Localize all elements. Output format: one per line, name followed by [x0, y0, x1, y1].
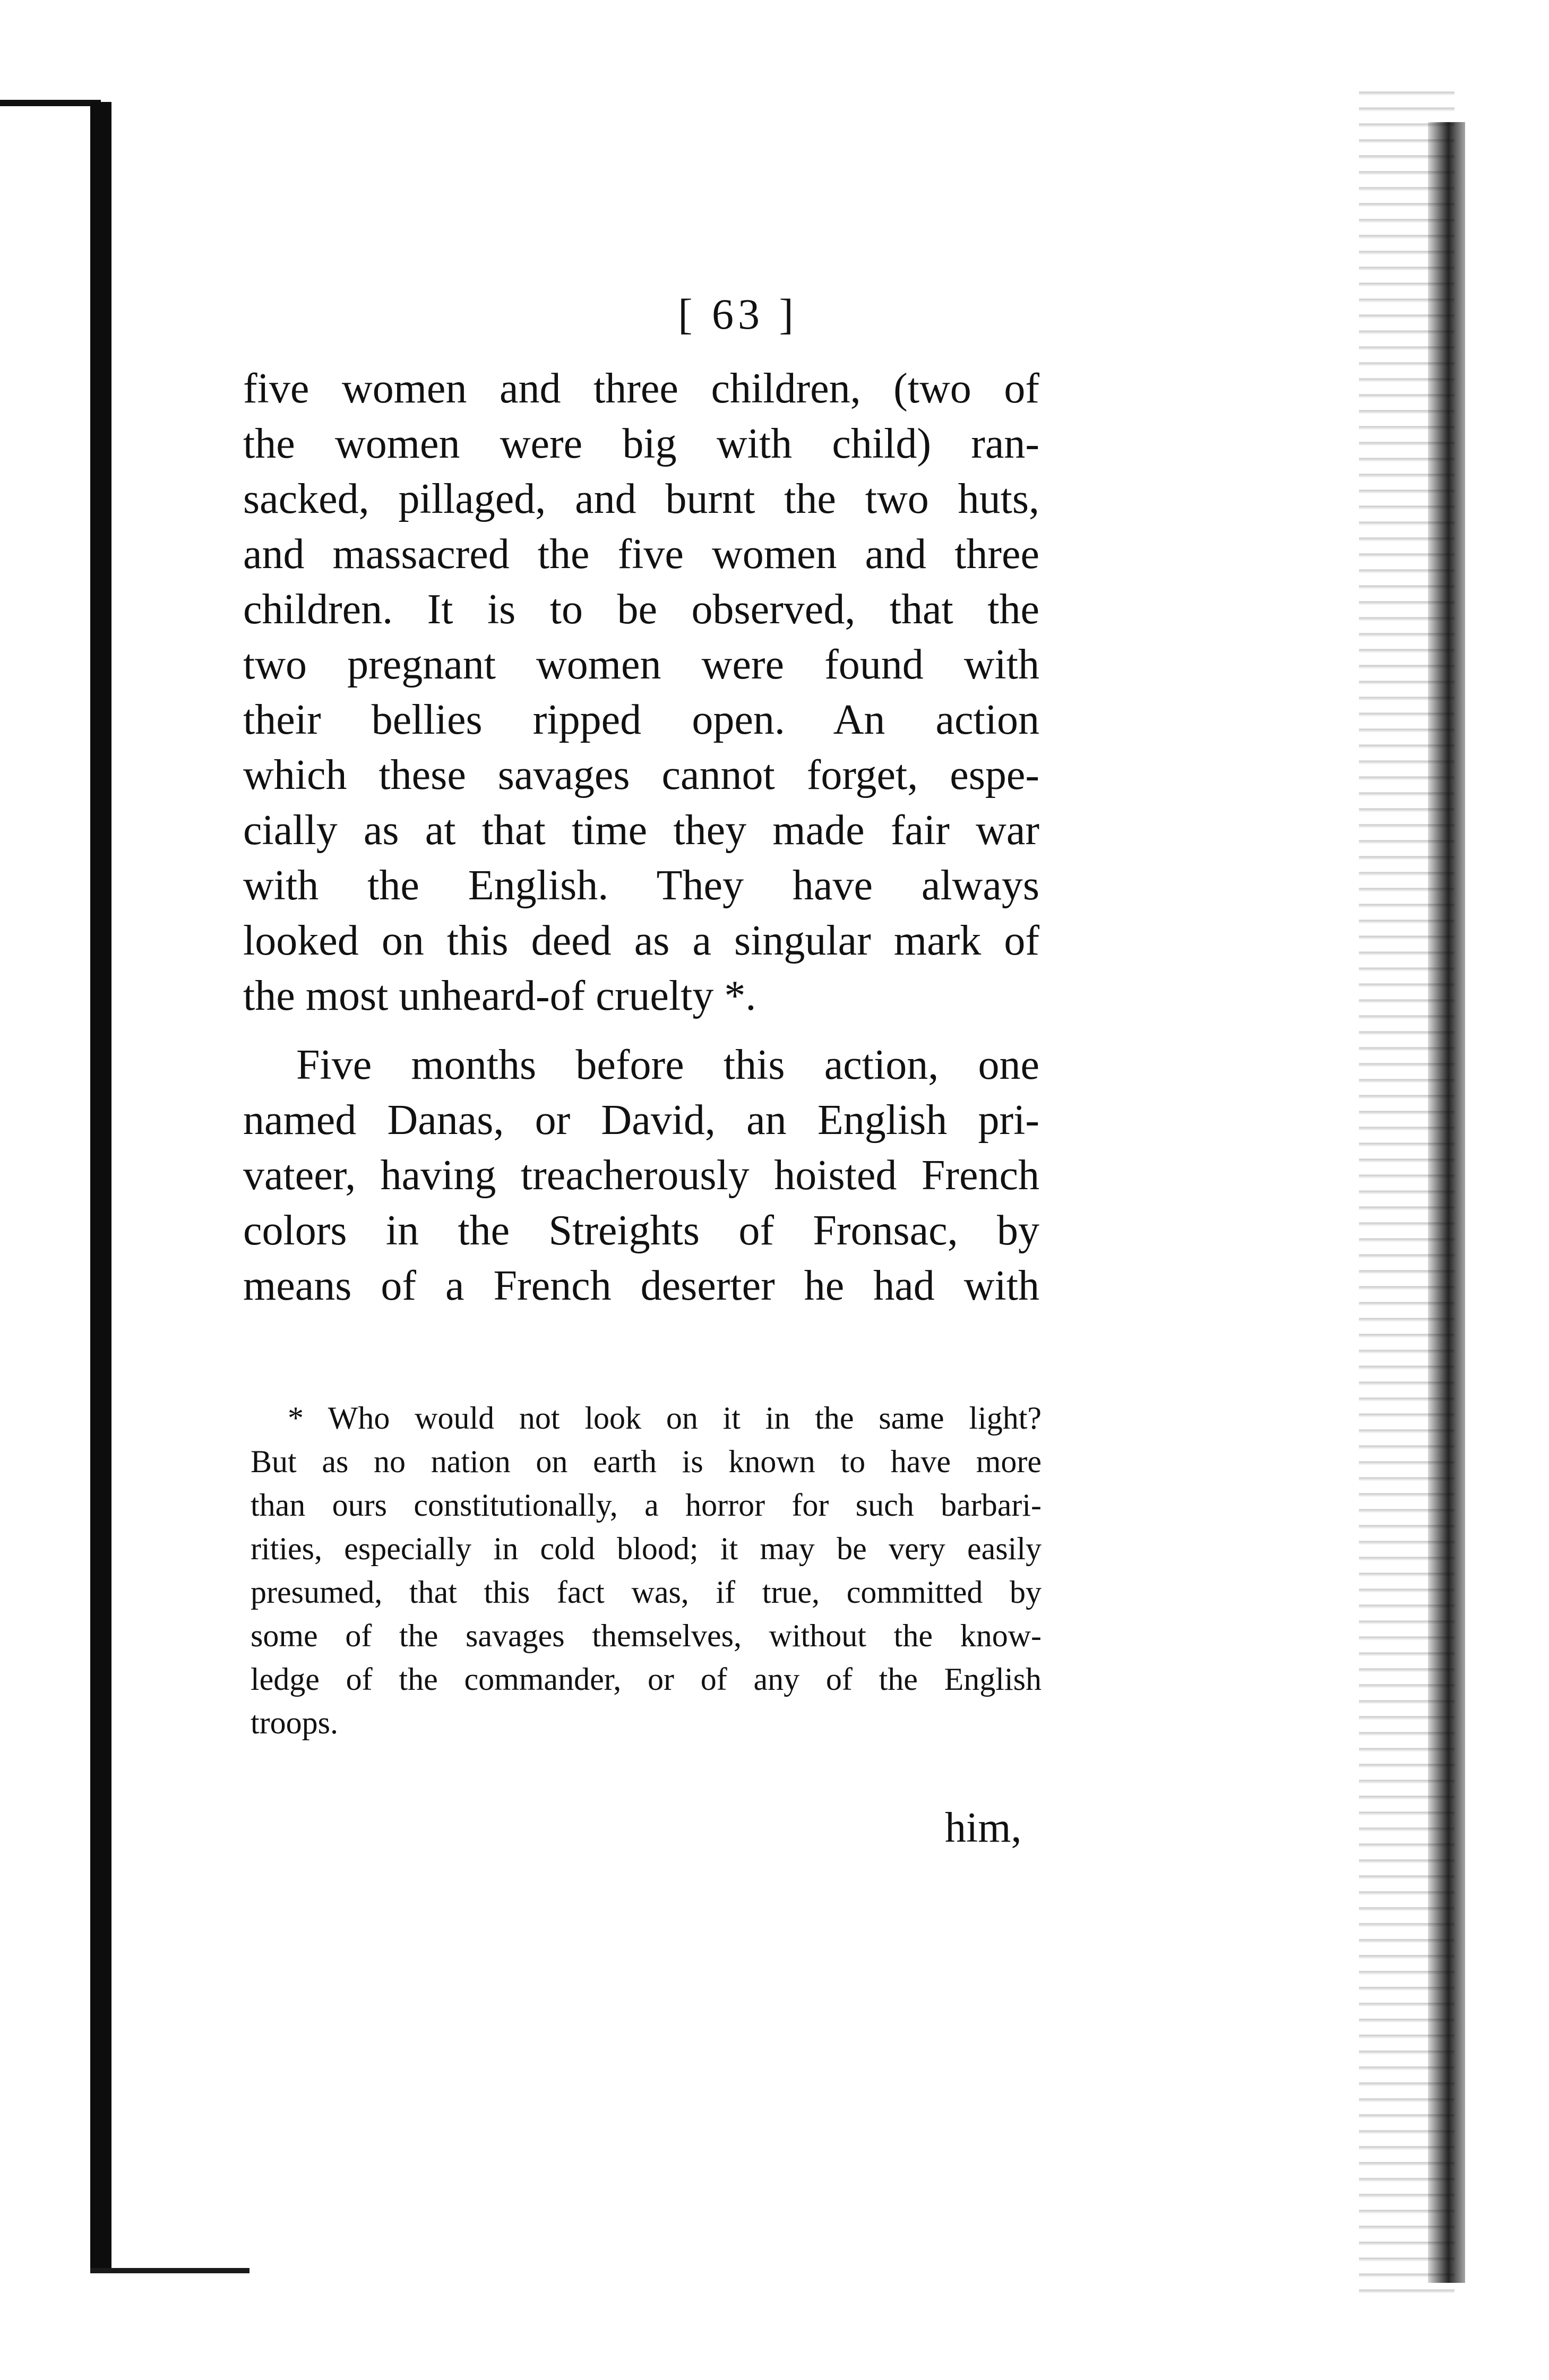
catchword: him,: [945, 1805, 1022, 1851]
text-line: and massacred the five women and three: [243, 531, 1039, 578]
page-number-row: [0, 289, 1221, 339]
main-text: [243, 361, 1039, 1313]
paragraph-gap: [243, 1024, 1039, 1037]
footnote-line: than ours constitutionally, a horror for such barbari-: [251, 1488, 1042, 1523]
footnote-line: troops.: [251, 1705, 338, 1740]
text-line: means of a French deserter he had with: [243, 1262, 1039, 1309]
footnote-line: * Who would not look on it in the same light?: [288, 1400, 1042, 1436]
binding-edge-bottom: [90, 2268, 249, 2273]
footnote-line: some of the savages themselves, without the know-: [251, 1618, 1042, 1653]
scan-edge-shadow: [1428, 122, 1465, 2283]
text-line: the most unheard-of cruelty *.: [243, 973, 756, 1019]
text-line: looked on this deed as a singular mark of: [243, 917, 1039, 964]
binding-edge-top: [0, 100, 101, 106]
text-line: with the English. They have always: [243, 862, 1039, 909]
footnote-line: ledge of the commander, or of any of the English: [251, 1662, 1042, 1697]
footnote-line: But as no nation on earth is known to have more: [251, 1444, 1042, 1479]
binding-edge: [90, 102, 111, 2273]
footnote-line: presumed, that this fact was, if true, committed by: [251, 1575, 1042, 1610]
text-line: cially as at that time they made fair war: [243, 807, 1039, 854]
text-line: children. It is to be observed, that the: [243, 586, 1039, 633]
text-line: five women and three children, (two of: [243, 365, 1039, 412]
text-line: two pregnant women were found with: [243, 641, 1039, 688]
text-line: which these savages cannot forget, espe-: [243, 752, 1039, 798]
footnote-line: rities, especially in cold blood; it may be very easily: [251, 1531, 1042, 1566]
text-line: Five months before this action, one: [296, 1042, 1039, 1088]
text-line: their bellies ripped open. An action: [243, 697, 1039, 743]
footnote: [251, 1396, 1042, 1745]
paragraph-2: [243, 1037, 1039, 1313]
text-line: named Danas, or David, an English pri-: [243, 1097, 1039, 1144]
page-number: [ 63 ]: [678, 290, 798, 338]
text-line: sacked, pillaged, and burnt the two huts,: [243, 476, 1039, 522]
text-line: colors in the Streights of Fronsac, by: [243, 1207, 1039, 1254]
paragraph-1: [243, 361, 1039, 1024]
text-line: vateer, having treacherously hoisted French: [243, 1152, 1039, 1199]
text-line: the women were big with child) ran-: [243, 420, 1039, 467]
